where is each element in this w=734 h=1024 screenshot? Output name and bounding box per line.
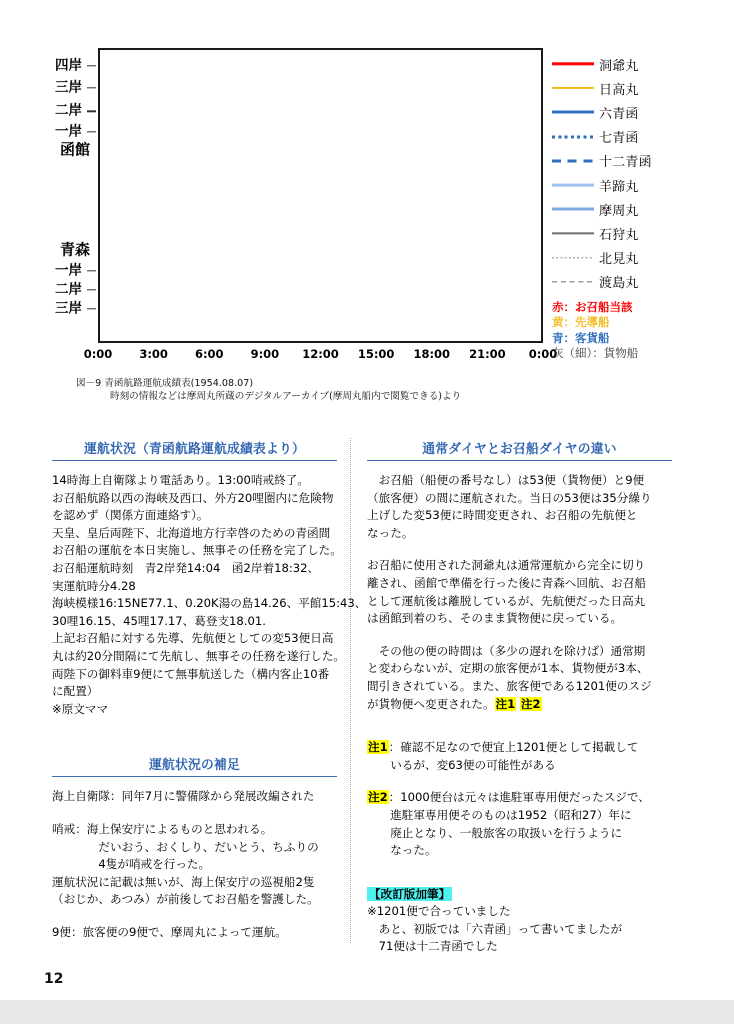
left-s1-line-4: お召船の運航を本日実施し、無事その任務を完了した。 — [52, 543, 342, 558]
chart-y-tick-7 — [87, 289, 96, 290]
legend-label: 羊蹄丸 — [599, 179, 639, 195]
right-s1-spacer — [367, 542, 672, 557]
figure-caption — [76, 377, 596, 403]
right-s1-p2-line-0: お召船に使用された洞爺丸は通常運航から完全に切り — [367, 558, 646, 573]
legend-label: 北見丸 — [599, 252, 639, 268]
chart-y-tick-6 — [87, 270, 96, 271]
left-section1-body — [52, 472, 367, 718]
legend-item-9 — [552, 270, 727, 294]
right-column — [367, 438, 672, 956]
chart-y-label-4: 函館 — [59, 140, 90, 159]
left-s1-line-3: 天皇、皇后両陛下、北海道地方行幸啓のための青函間 — [52, 525, 331, 540]
legend-label: 六青函 — [599, 106, 639, 122]
left-s2-line-3: だいおう、おくしり、だいとう、ちふりの — [52, 839, 319, 854]
figure-caption-line2: 時刻の情報などは摩周丸所蔵のデジタルアーカイブ(摩周丸船内で閲覧できる)より — [110, 391, 462, 402]
legend-label: 洞爺丸 — [599, 58, 639, 74]
left-s2-line-8: 9便：旅客便の9便で、摩周丸によって運航。 — [52, 924, 287, 939]
legend-label: 十二青函 — [599, 155, 652, 171]
legend-label: 摩周丸 — [599, 203, 639, 219]
legend-label: 石狩丸 — [599, 227, 639, 243]
column-divider — [350, 438, 351, 943]
right-s1-p3-line-2: 間引きされている。また、旅客便である1201便のスジ — [367, 678, 652, 693]
chart-x-label-6: 18:00 — [413, 347, 451, 361]
legend-label: 渡島丸 — [599, 276, 639, 292]
left-s2-line-0: 海上自衛隊：同年7月に警備隊から発展改編された — [52, 789, 315, 804]
legend-item-6 — [552, 197, 727, 221]
legend-item-1 — [552, 76, 727, 100]
chart-y-label-3: 一岸 — [55, 123, 82, 140]
left-s1-line-7: 海峡模様16:15NE77.1、0.20K湯の島14.26、平館15:43、 — [52, 596, 367, 611]
left-s1-line-6: 実運航時分4.28 — [52, 578, 136, 593]
left-s2-line-2: 哨戒：海上保安庁によるものと思われる。 — [52, 821, 273, 836]
legend-swatch-icon — [552, 154, 594, 168]
left-section2-rule — [52, 776, 337, 777]
right-s1-p1-line-1: （旅客便）の間に運航された。当日の53便は35分繰り — [367, 490, 652, 505]
left-s2-line-4: 4隻が哨戒を行った。 — [52, 857, 211, 872]
right-section1-rule — [367, 460, 672, 461]
right-note-2-line-3: なった。 — [367, 843, 437, 858]
right-note-1-line-0: 注1：確認不足なので便宜上1201便として掲載して — [368, 740, 639, 755]
chart-y-label-5: 青森 — [59, 240, 90, 259]
legend-swatch-icon — [552, 251, 594, 265]
left-s2-line-6: （おじか、あつみ）が前後してお召船を警護した。 — [52, 892, 319, 907]
chart-x-label-7: 21:00 — [469, 347, 506, 361]
chart-legend — [552, 52, 727, 362]
chart-y-tick-3 — [87, 131, 96, 132]
legend-item-8 — [552, 246, 727, 270]
left-s1-line-5: お召船運航時刻 青2岸発14:04 函2岸着18:32、 — [52, 560, 320, 575]
left-s1-line-1: お召船航路以西の海峡及西口、外方20哩圏内に危険物 — [52, 490, 334, 505]
chart-y-axis — [0, 48, 96, 343]
revision-line-2: 71便は十二青函でした — [367, 939, 498, 954]
left-column — [52, 438, 367, 941]
right-note-1-line-1: いるが、変63便の可能性がある — [367, 757, 556, 772]
right-s1-p1-line-3: なった。 — [367, 525, 414, 540]
chart-x-label-5: 15:00 — [357, 347, 395, 361]
legend-swatch-icon — [552, 226, 594, 240]
left-section1-title: 運航状況（青函航路運航成績表より） — [84, 442, 305, 457]
legend-swatch-icon — [552, 178, 594, 192]
revision-line-1: あと、初版では「六青函」って書いてましたが — [367, 921, 623, 936]
chart-x-label-0: 0:00 — [83, 347, 113, 361]
legend-item-5 — [552, 173, 727, 197]
left-s1-line-12: に配置） — [52, 684, 99, 699]
chart-y-label-8: 三岸 — [55, 300, 82, 317]
chart-y-tick-0 — [87, 65, 96, 66]
right-s1-p3-line-0: その他の便の時間は（多少の遅れを除けば）通常期 — [367, 643, 646, 658]
left-section1-rule — [52, 460, 337, 461]
right-s1-p3-line-3: が貨物便へ変更された。注1 注2 — [367, 696, 541, 711]
chart-plot-area — [98, 48, 543, 343]
chart-x-label-1: 3:00 — [139, 347, 168, 361]
legend-swatch-icon — [552, 130, 594, 144]
right-s1-p3-line-1: と変わらないが、定期の旅客便が1本、貨物便が3本、 — [367, 661, 649, 676]
left-s1-line-10: 丸は約20分間隔にて先航し、無事その任務を遂行した。 — [52, 648, 346, 663]
chart-frame — [98, 48, 543, 343]
legend-item-3 — [552, 125, 727, 149]
legend-label: 日高丸 — [599, 82, 639, 98]
legend-item-4 — [552, 149, 727, 173]
figure-block — [0, 26, 734, 406]
left-s1-line-8: 30哩16.15、45哩17.17、葛登支18.01. — [52, 613, 266, 628]
legend-item-2 — [552, 100, 727, 124]
legend-swatch-icon — [552, 202, 594, 216]
legend-label: 七青函 — [599, 131, 639, 147]
legend-notes — [552, 300, 727, 362]
page-top-margin — [0, 0, 734, 26]
right-s1-p1-line-0: お召船（船便の番号なし）は53便（貨物便）と9便 — [367, 473, 645, 487]
revision-badge-row — [367, 886, 672, 904]
right-s1-p2-line-3: は函館到着のち、そのまま貨物便に戻っている。 — [367, 611, 623, 626]
right-s1-p2-line-2: として運航後は離脱しているが、先航便だった日高丸 — [367, 593, 646, 608]
right-section1-title: 通常ダイヤとお召船ダイヤの違い — [422, 442, 617, 457]
note-key-2: 注2 — [368, 790, 388, 805]
right-s1-p2-line-1: 離され、函館で準備を行った後に青森へ回航、お召船 — [367, 575, 646, 590]
note-key-1: 注1 — [368, 740, 388, 755]
revision-badge: 【改訂版加筆】 — [369, 886, 451, 901]
chart-x-label-3: 9:00 — [250, 347, 280, 361]
legend-swatch-icon — [552, 275, 594, 289]
left-s1-line-9: 上記お召船に対する先導、先航便としての変53便日高 — [52, 631, 334, 646]
legend-note-3: 灰（細）：貨物船 — [552, 346, 639, 361]
right-notes-block — [367, 739, 672, 860]
chart-y-tick-1 — [87, 87, 96, 88]
left-s1-line-0: 14時海上自衛隊より電話あり。13:00哨戒終了。 — [52, 473, 309, 487]
legend-item-7 — [552, 221, 727, 245]
right-note-2-line-2: 廃止となり、一般旅客の取扱いを行うように — [367, 825, 623, 840]
legend-note-2: 青：客貨船 — [552, 330, 610, 345]
legend-note-0: 赤：お召船当該 — [552, 299, 633, 314]
legend-swatch-icon — [552, 105, 594, 119]
chart-y-label-6: 一岸 — [55, 261, 82, 278]
chart-y-tick-2 — [87, 111, 96, 112]
page-bottom-edge — [0, 1000, 734, 1024]
left-s1-line-2: を認めず（関係方面連絡す）。 — [52, 508, 209, 523]
chart-x-label-4: 12:00 — [302, 347, 339, 361]
chart-y-label-2: 二岸 — [55, 102, 82, 119]
legend-swatch-icon — [552, 81, 594, 95]
inline-note-ref-2[interactable]: 注2 — [520, 696, 541, 711]
chart-x-label-8: 0:00 — [528, 347, 558, 361]
left-s1-line-11: 両陛下の御料車9便にて無事航送した（構内客止10番 — [52, 666, 330, 681]
right-s1-spacer — [367, 628, 672, 643]
revision-line-0: ※1201便で合っていました — [367, 904, 511, 919]
right-revision-block — [367, 886, 672, 956]
left-s1-line-13: ※原文ママ — [52, 701, 109, 716]
right-note-2-line-1: 進駐軍専用便そのものは1952（昭和27）年に — [367, 807, 632, 822]
chart-y-tick-8 — [87, 308, 96, 309]
left-s2-spacer — [52, 806, 337, 821]
figure-caption-line1: 図－9 青函航路運航成績表(1954.08.07) — [76, 378, 254, 389]
left-section2-body — [52, 788, 337, 941]
inline-note-ref-1[interactable]: 注1 — [495, 696, 516, 711]
right-section1-body — [367, 472, 672, 713]
chart-y-label-7: 二岸 — [55, 281, 82, 298]
legend-note-1: 黄：先導船 — [552, 315, 610, 330]
left-s2-line-5: 運航状況に記載は無いが、海上保安庁の巡視船2隻 — [52, 874, 315, 889]
legend-item-0 — [552, 52, 727, 76]
legend-swatch-icon — [552, 57, 594, 71]
chart-y-label-0: 四岸 — [55, 56, 82, 73]
right-note-spacer — [367, 774, 672, 789]
page-number: 12 — [44, 971, 64, 987]
left-section2-title: 運航状況の補足 — [149, 758, 240, 774]
left-s2-spacer — [52, 909, 337, 924]
chart-x-label-2: 6:00 — [194, 347, 224, 361]
right-note-2-line-0: 注2：1000便台は元々は進駐軍専用便だったスジで、 — [368, 790, 650, 805]
chart-y-label-1: 三岸 — [55, 79, 82, 96]
right-s1-p1-line-2: 上げした変53便に時間変更され、お召船の先航便と — [367, 508, 638, 523]
chart-x-axis — [83, 346, 558, 366]
